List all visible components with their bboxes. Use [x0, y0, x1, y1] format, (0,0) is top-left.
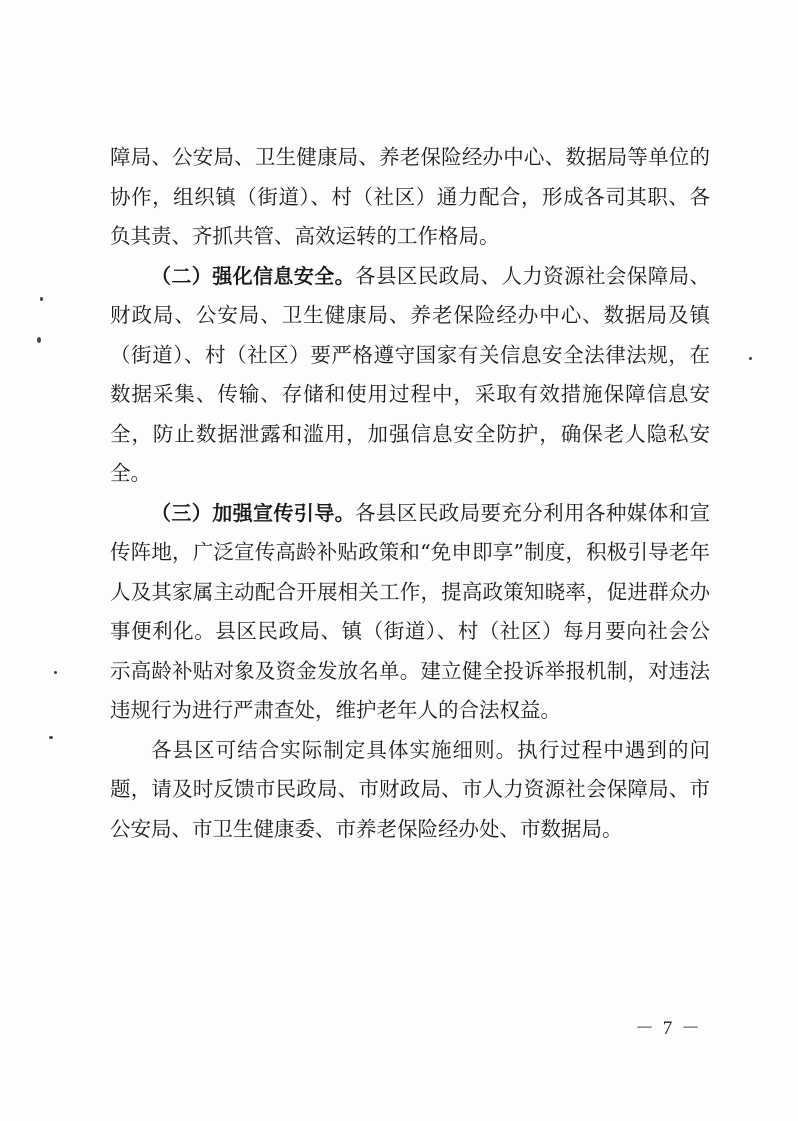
paragraph-continuation [110, 138, 710, 257]
paragraph-publicity [110, 494, 710, 731]
paragraph-text: 障局、公安局、卫生健康局、养老保险经办中心、数据局等单位的协作，组织镇（街道）、村（社区）通力配合，形成各司其职、各负其责、齐抓共管、高效运转的工作格局。 [110, 145, 710, 248]
document-body [110, 138, 710, 849]
scan-speck [749, 357, 752, 360]
scan-speck [49, 736, 53, 739]
paragraph-text: 各县区可结合实际制定具体实施细则。执行过程中遇到的问题，请及时反馈市民政局、市财政局、市人力资源社会保障局、市公安局、市卫生健康委、市养老保险经办处、市数据局。 [110, 737, 710, 841]
paragraph-closing [110, 731, 710, 850]
section-heading: （二）强化信息安全。 [151, 263, 356, 288]
paragraph-text: 各县区民政局、人力资源社会保障局、财政局、公安局、卫生健康局、养老保险经办中心、数据局及镇（街道）、村（社区）要严格遵守国家有关信息安全法律法规，在数据采集、传输、存储和使用过程中，采取有效措施保障信息安全，防止数据泄露和滥用，加强信息安全防护，确保老人隐私安全。 [110, 263, 711, 485]
scan-speck [37, 337, 41, 343]
page-number: － 7 － [634, 1018, 702, 1039]
paragraph-info-security [110, 257, 710, 494]
scan-speck [40, 297, 43, 301]
section-heading: （三）加强宣传引导。 [151, 500, 356, 525]
paragraph-text: 各县区民政局要充分利用各种媒体和宣传阵地，广泛宣传高龄补贴政策和“免申即享”制度，积极引导老年人及其家属主动配合开展相关工作，提高政策知晓率，促进群众办事便利化。县区民政局、镇（街道）、村（社区）每月要向社会公示高龄补贴对象及资金发放名单。建立健全投诉举报机制，对违法违规行为进行严肃查处，维护老年人的合法权益。 [110, 500, 711, 722]
scan-speck [54, 671, 57, 674]
